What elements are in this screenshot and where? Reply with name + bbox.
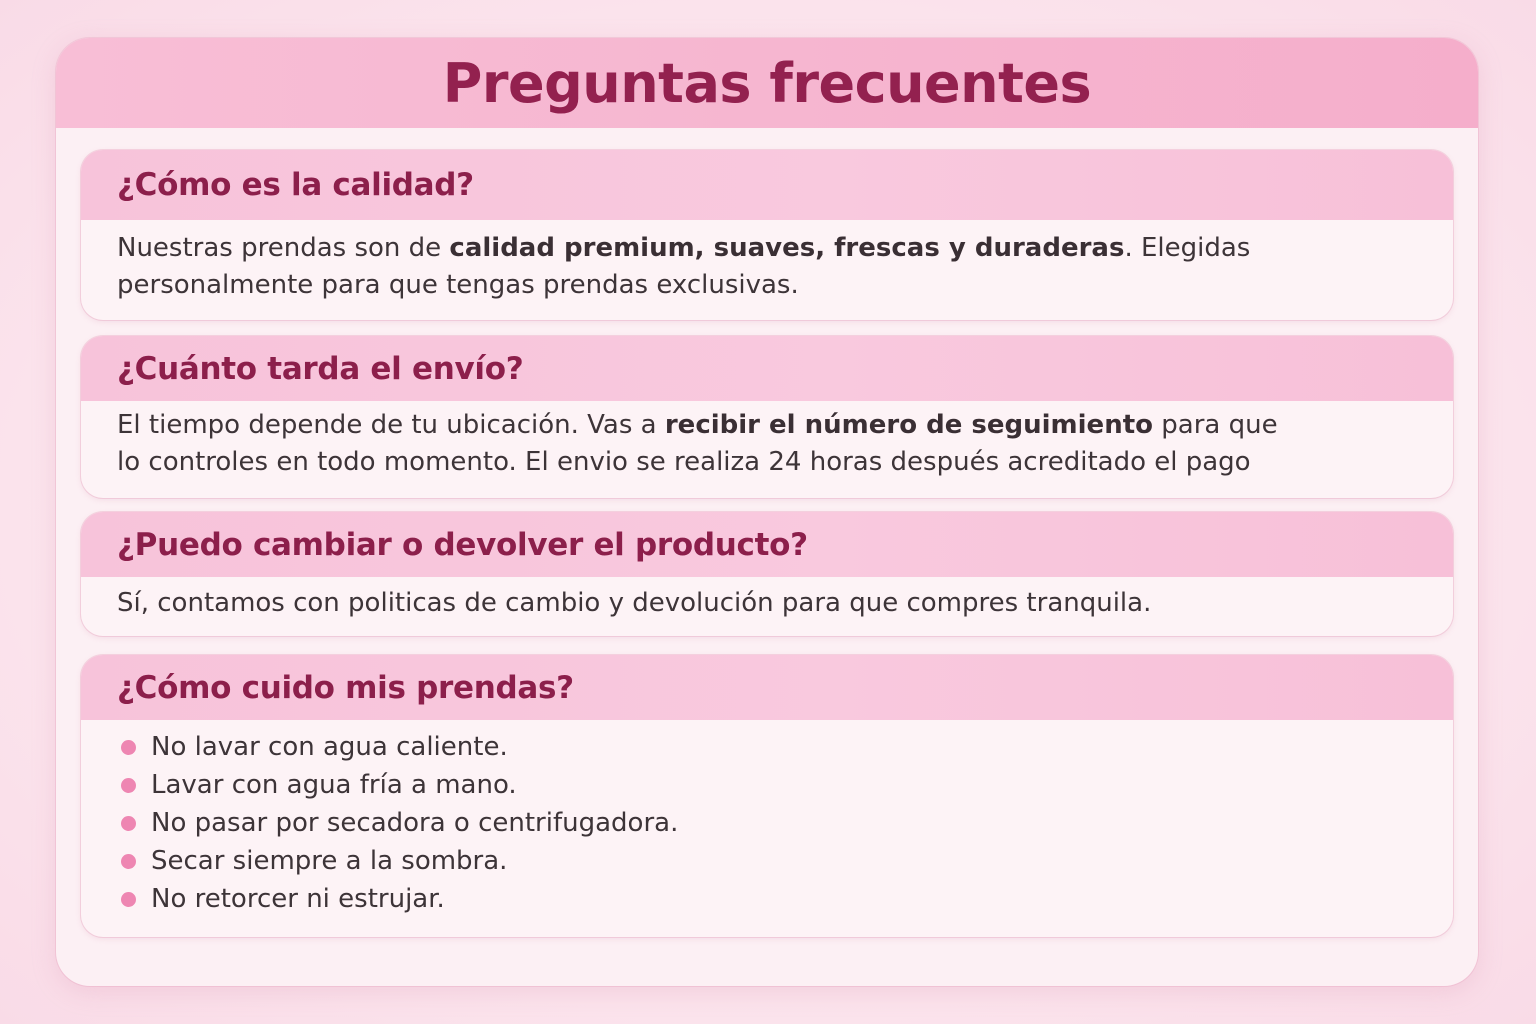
list-item — [121, 842, 1417, 880]
faq-header — [56, 38, 1478, 128]
list-item — [121, 804, 1417, 842]
faq-item-care — [81, 655, 1453, 937]
faq-answer-line — [117, 267, 1417, 304]
faq-question: ¿Cómo es la calidad? — [117, 167, 474, 203]
faq-question-header[interactable] — [81, 512, 1453, 577]
faq-question: ¿Cómo cuido mis prendas? — [117, 669, 574, 706]
answer-highlight: calidad premium, suaves, frescas y duraderas — [449, 233, 1125, 263]
answer-highlight: recibir el número de seguimiento — [664, 410, 1153, 440]
care-tips-list — [121, 728, 1417, 918]
answer-text: Nuestras prendas son de — [117, 233, 450, 263]
care-tip-text: Lavar con agua fría a mano. — [151, 769, 517, 800]
faq-answer-line — [117, 585, 1417, 622]
answer-text: personalmente para que tengas prendas exclusivas. — [117, 270, 799, 300]
answer-text: para que — [1153, 410, 1278, 440]
care-tip-text: Secar siempre a la sombra. — [151, 845, 508, 876]
faq-question-header[interactable] — [81, 336, 1453, 401]
faq-panel — [56, 38, 1478, 986]
answer-text: lo controles en todo momento. El envio se realiza 24 horas después acreditado el pago — [117, 447, 1251, 477]
faq-item-shipping — [81, 336, 1453, 498]
faq-question: ¿Cuánto tarda el envío? — [117, 350, 524, 387]
faq-item-quality — [81, 150, 1453, 320]
list-item — [121, 880, 1417, 918]
answer-text: . Elegidas — [1124, 233, 1251, 263]
faq-answer-line — [117, 444, 1417, 481]
bullet-dot-icon — [121, 892, 136, 907]
care-tip-text: No pasar por secadora o centrifugadora. — [151, 807, 679, 838]
list-item — [121, 728, 1417, 766]
faq-question-header[interactable] — [81, 655, 1453, 720]
faq-answer-line — [117, 407, 1417, 444]
bullet-dot-icon — [121, 854, 136, 869]
answer-text: El tiempo depende de tu ubicación. Vas a — [117, 410, 665, 440]
list-item — [121, 766, 1417, 804]
care-tip-text: No retorcer ni estrujar. — [151, 883, 445, 914]
bullet-dot-icon — [121, 740, 136, 755]
bullet-dot-icon — [121, 816, 136, 831]
faq-answer — [81, 220, 1453, 304]
care-tip-text: No lavar con agua caliente. — [151, 731, 508, 762]
faq-question-header[interactable] — [81, 150, 1453, 220]
faq-question: ¿Puedo cambiar o devolver el producto? — [117, 526, 808, 563]
faq-answer — [81, 401, 1453, 481]
faq-item-returns — [81, 512, 1453, 636]
faq-answer-line — [117, 230, 1417, 267]
faq-answer — [81, 577, 1453, 622]
answer-text: Sí, contamos con politicas de cambio y devolución para que compres tranquila. — [117, 588, 1152, 618]
bullet-dot-icon — [121, 778, 136, 793]
page-title: Preguntas frecuentes — [442, 51, 1092, 115]
faq-answer — [81, 720, 1453, 918]
